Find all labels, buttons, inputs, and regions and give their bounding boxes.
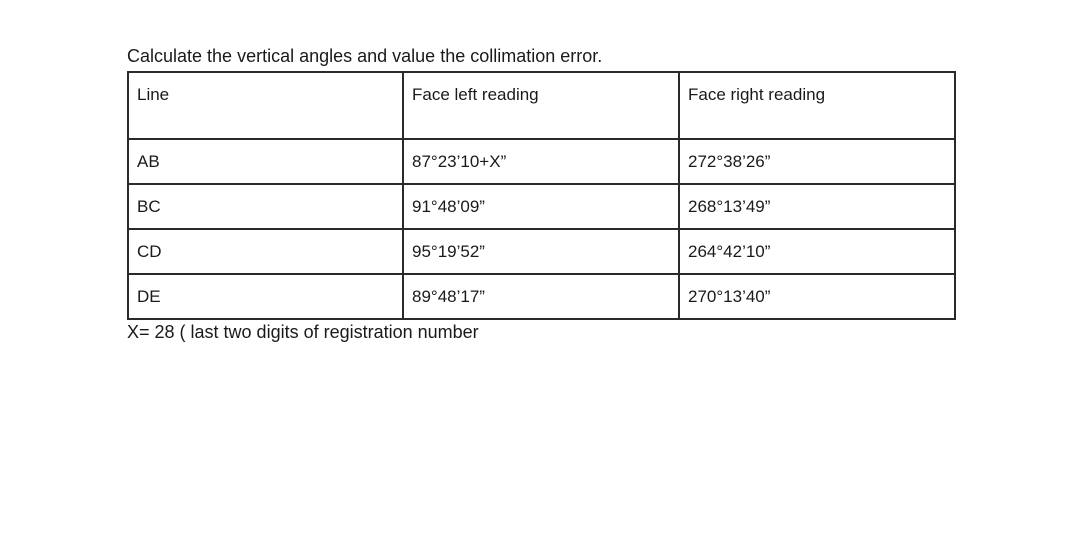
header-line: Line xyxy=(128,72,403,139)
table-row xyxy=(128,229,955,274)
cell-face-right: 270°13’40” xyxy=(679,274,955,319)
cell-face-left: 91°48’09” xyxy=(403,184,679,229)
cell-line: CD xyxy=(128,229,403,274)
table-header-row xyxy=(128,72,955,139)
header-face-left: Face left reading xyxy=(403,72,679,139)
cell-line: DE xyxy=(128,274,403,319)
header-face-right: Face right reading xyxy=(679,72,955,139)
cell-face-right: 272°38’26” xyxy=(679,139,955,184)
document-body xyxy=(127,44,954,344)
cell-face-left: 95°19’52” xyxy=(403,229,679,274)
question-text: Calculate the vertical angles and value the collimation error. xyxy=(127,46,603,66)
cell-line: AB xyxy=(128,139,403,184)
cell-face-left: 87°23’10+X” xyxy=(403,139,679,184)
footnote-text: X= 28 ( last two digits of registration number xyxy=(127,322,479,342)
cell-line: BC xyxy=(128,184,403,229)
readings-table xyxy=(127,71,956,320)
table-row xyxy=(128,184,955,229)
cell-face-right: 264°42’10” xyxy=(679,229,955,274)
table-row xyxy=(128,274,955,319)
cell-face-left: 89°48’17” xyxy=(403,274,679,319)
table-row xyxy=(128,139,955,184)
cell-face-right: 268°13’49” xyxy=(679,184,955,229)
